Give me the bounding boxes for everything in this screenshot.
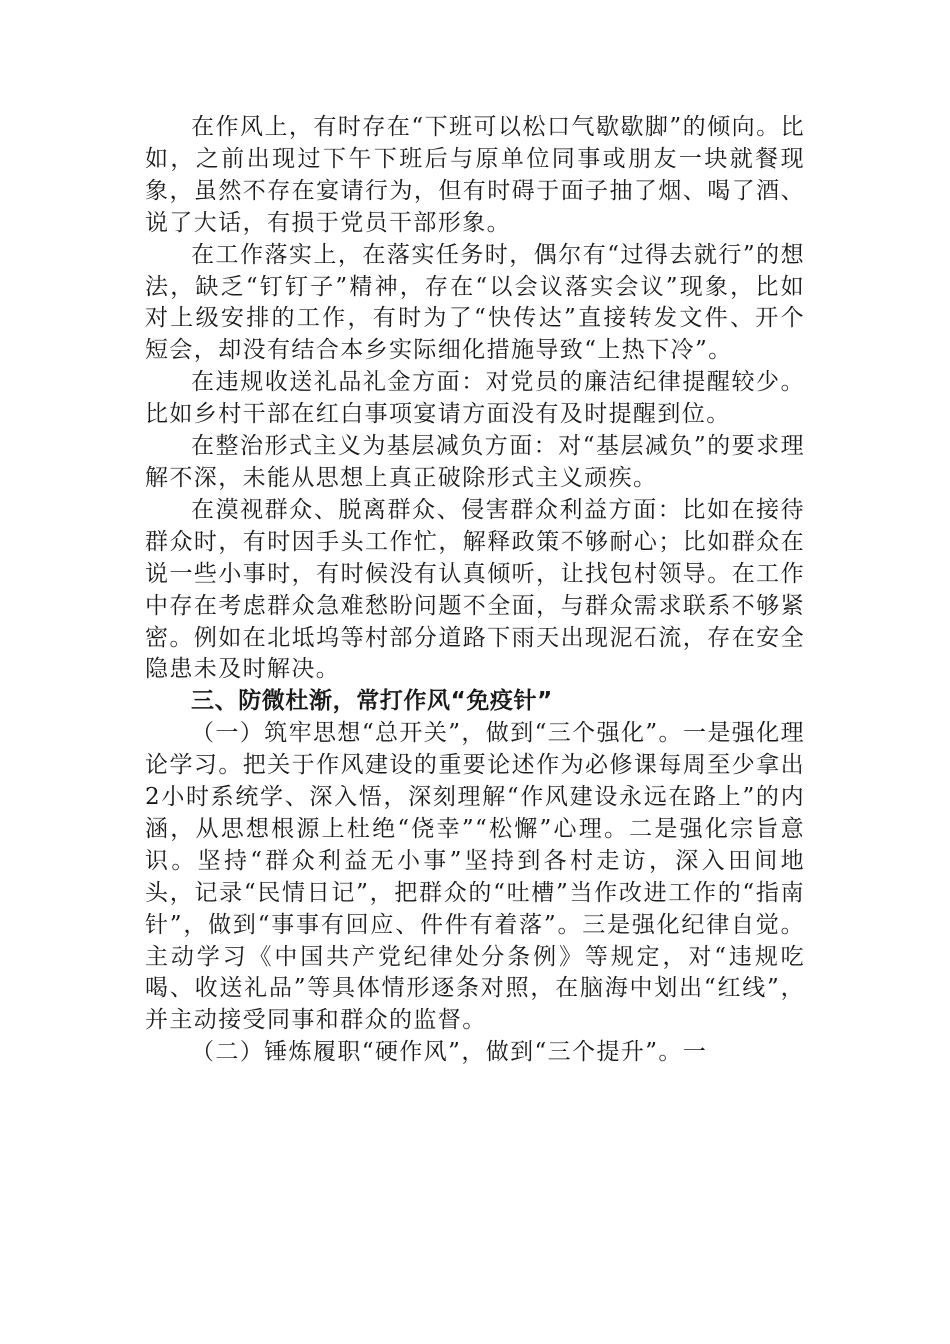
section-heading-3: 三、防微杜渐，常打作风“免疫针”	[191, 688, 553, 715]
paragraph-formalism: 在整治形式主义为基层减负方面：对“基层减负”的要求理解不深，未能从思想上真正破除形式主义顽疾。	[145, 433, 805, 491]
document-page	[145, 112, 805, 1069]
paragraph-thought-switch: （一）筑牢思想“总开关”，做到“三个强化”。一是强化理论学习。把关于作风建设的重要论述作为必修课每周至少拿出2小时系统学、深入悟，深刻理解“作风建设永远在路上”的内涵，从思想根源上杜绝“侥幸”“松懈”心理。二是强化宗旨意识。坚持“群众利益无小事”坚持到各村走访，深入田间地头，记录“民情日记”，把群众的“吐槽”当作改进工作的“指南针”，做到“事事有回应、件件有着落”。三是强化纪律自觉。主动学习《中国共产党纪律处分条例》等规定，对“违规吃喝、收送礼品”等具体情形逐条对照，在脑海中划出“红线”，并主动接受同事和群众的监督。	[145, 720, 805, 1034]
paragraph-gifts-violation: 在违规收送礼品礼金方面：对党员的廉洁纪律提醒较少。比如乡村干部在红白事项宴请方面没有及时提醒到位。	[145, 369, 805, 428]
paragraph-work-style: 在作风上，有时存在“下班可以松口气歇歇脚”的倾向。比如，之前出现过下午下班后与原单位同事或朋友一块就餐现象，虽然不存在宴请行为，但有时碍于面子抽了烟、喝了酒、说了大话，有损于党员干部形象。	[145, 114, 805, 236]
paragraph-duty-style: （二）锤炼履职“硬作风”，做到“三个提升”。一	[191, 1039, 708, 1066]
paragraph-masses: 在漠视群众、脱离群众、侵害群众利益方面：比如在接待群众时，有时因手头工作忙，解释政策不够耐心；比如群众在说一些小事时，有时候没有认真倾听，让找包村领导。在工作中存在考虑群众急难愁盼问题不全面，与群众需求联系不够紧密。例如在北坻坞等村部分道路下雨天出现泥石流，存在安全隐患未及时解决。	[145, 496, 805, 683]
paragraph-work-implementation: 在工作落实上，在落实任务时，偶尔有“过得去就行”的想法，缺乏“钉钉子”精神，存在“以会议落实会议”现象，比如对上级安排的工作，有时为了“快传达”直接转发文件、开个短会，却没有结合本乡实际细化措施导致“上热下冷”。	[145, 241, 805, 364]
